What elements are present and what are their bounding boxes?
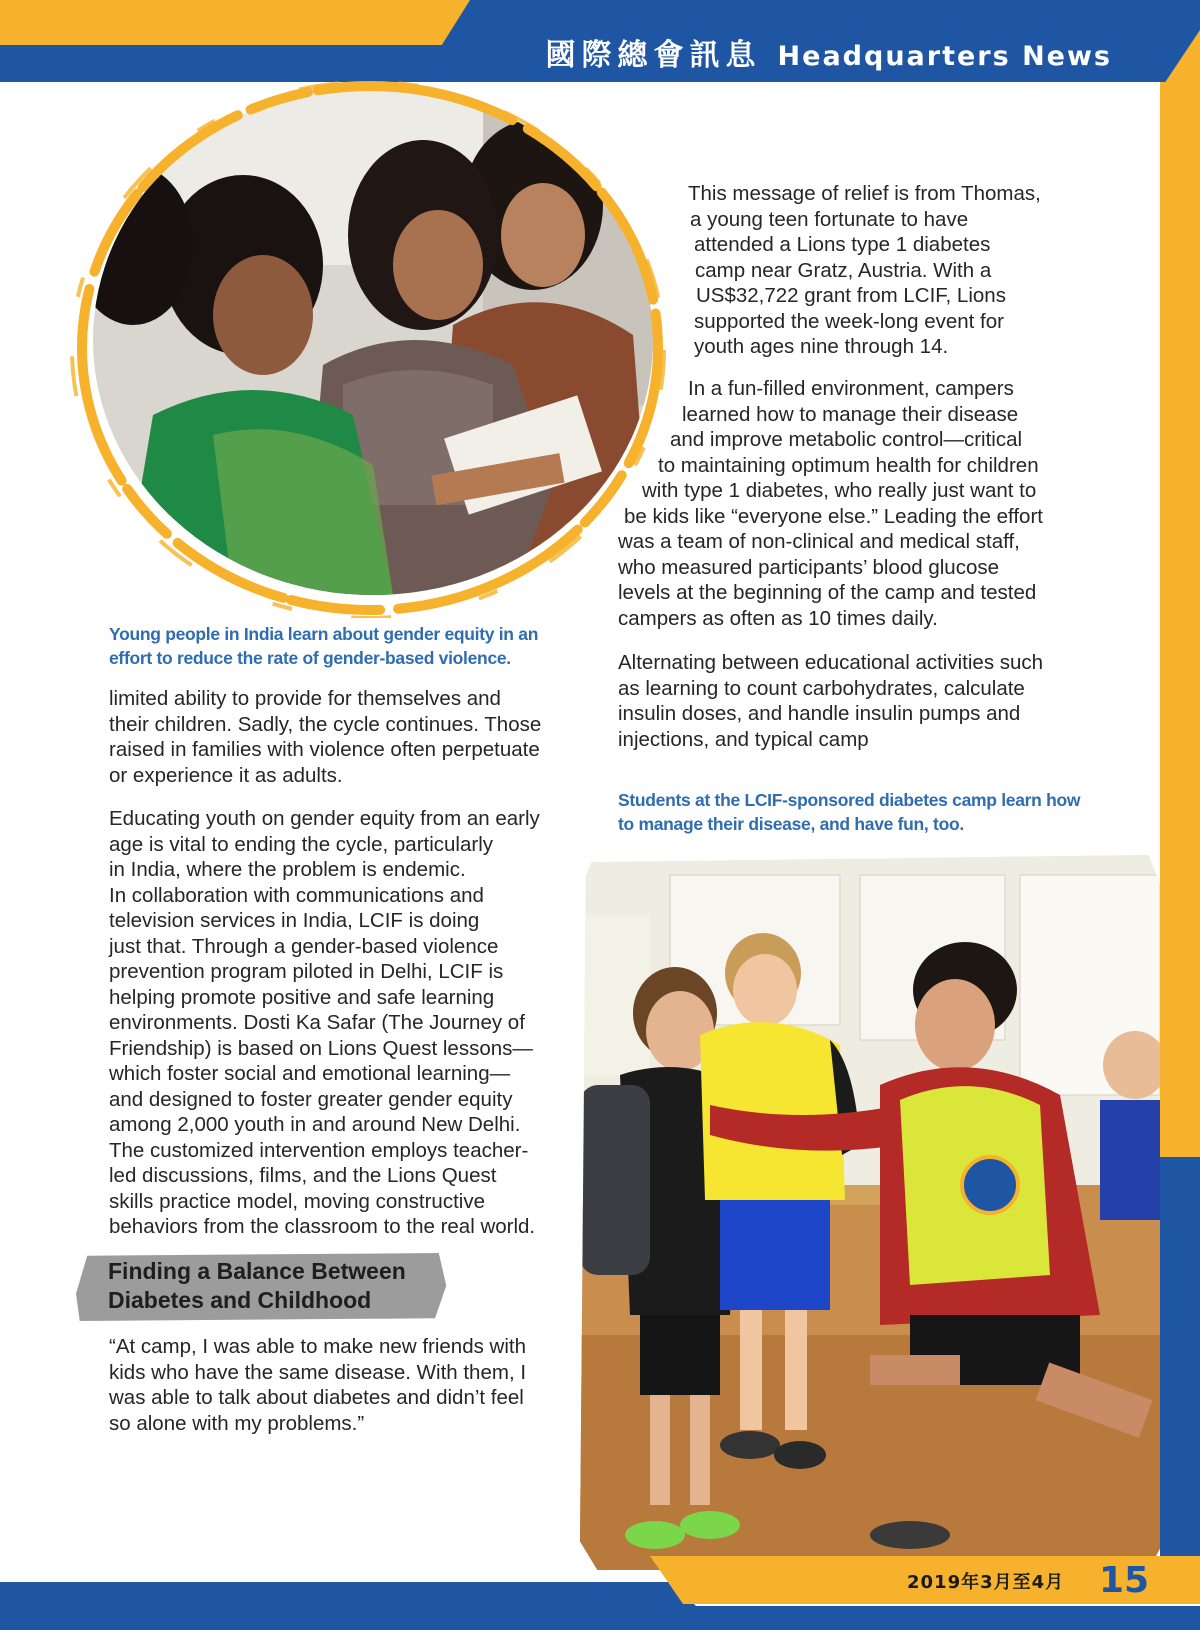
text-line: campers as often as 10 times daily. <box>618 606 938 630</box>
text-line: led discussions, films, and the Lions Quest <box>109 1164 497 1187</box>
side-accent-blue <box>1160 1157 1200 1557</box>
text-line: Alternating between educational activities such <box>618 651 1044 674</box>
text-line: a young teen fortunate to have <box>690 207 969 231</box>
caption-line: to manage their disease, and have fun, too. <box>618 814 964 834</box>
text-line: helping promote positive and safe learning <box>109 985 495 1009</box>
text-line: was a team of non-clinical and medical staff, <box>618 530 1020 553</box>
text-line: camp near Gratz, Austria. With a <box>695 258 992 282</box>
text-line: levels at the beginning of the camp and tested <box>618 581 1037 604</box>
right-paragraph-1 <box>688 181 1041 360</box>
left-paragraph-2 <box>109 806 540 1240</box>
text-line: who measured participants’ blood glucose <box>618 555 999 579</box>
text-line: The customized intervention employs teacher- <box>109 1138 529 1162</box>
text-line: youth ages nine through 14. <box>694 335 949 358</box>
text-line: just that. Through a gender-based violence <box>109 934 499 958</box>
text-line: insulin doses, and handle insulin pumps and <box>618 702 1021 725</box>
text-line: raised in families with violence often perpetuate <box>109 738 540 761</box>
text-line: age is vital to ending the cycle, particularly <box>109 832 494 856</box>
left-paragraph-1 <box>109 686 541 788</box>
page-number: 15 <box>1099 1560 1150 1601</box>
side-accent-yellow <box>1160 82 1200 1157</box>
quote-paragraph <box>109 1334 526 1436</box>
text-line: which foster social and emotional learning— <box>109 1062 511 1085</box>
text-line: to maintaining optimum health for children <box>658 453 1039 477</box>
text-line: environments. Dosti Ka Safar (The Journey of <box>109 1011 525 1034</box>
text-line: limited ability to provide for themselves and <box>109 687 501 710</box>
text-line: prevention program piloted in Delhi, LCIF is <box>109 960 504 983</box>
text-line: television services in India, LCIF is doing <box>109 909 480 932</box>
top-photo-caption <box>109 622 538 670</box>
bottom-photo-caption <box>618 788 1080 836</box>
text-line: US$32,722 grant from LCIF, Lions <box>696 284 1006 307</box>
text-line: supported the week-long event for <box>694 309 1004 333</box>
text-line: injections, and typical camp <box>618 727 869 751</box>
text-line: Educating youth on gender equity from an early <box>109 807 540 830</box>
heading-line: Diabetes and Childhood <box>108 1287 372 1313</box>
caption-line: Young people in India learn about gender equity in an <box>109 624 539 644</box>
text-line: skills practice model, moving constructive <box>109 1189 485 1213</box>
text-line: and improve metabolic control—critical <box>670 428 1023 451</box>
text-line: This message of relief is from Thomas, <box>688 182 1041 205</box>
heading-line: Finding a Balance Between <box>108 1258 406 1284</box>
text-line: their children. Sadly, the cycle continues. Those <box>109 712 542 736</box>
right-paragraph-2 <box>618 376 1043 631</box>
text-line: and designed to foster greater gender equity <box>109 1087 513 1111</box>
text-line: behaviors from the classroom to the real world. <box>109 1215 536 1238</box>
text-line: with type 1 diabetes, who really just want to <box>642 479 1037 502</box>
text-line: attended a Lions type 1 diabetes <box>694 233 991 256</box>
text-line: In a fun-filled environment, campers <box>688 377 1014 400</box>
section-title-zh: 國際總會訊息 <box>545 38 762 73</box>
section-heading <box>108 1257 406 1315</box>
text-line: as learning to count carbohydrates, calculate <box>618 676 1025 700</box>
diabetes-camp-photo <box>580 855 1160 1570</box>
text-line: was able to talk about diabetes and didn’t feel <box>109 1386 524 1409</box>
caption-line: Students at the LCIF-sponsored diabetes camp learn how <box>618 790 1081 810</box>
text-line: in India, where the problem is endemic. <box>109 858 466 881</box>
text-line: or experience it as adults. <box>109 763 343 787</box>
right-paragraph-3 <box>618 650 1043 752</box>
text-line: learned how to manage their disease <box>682 402 1019 426</box>
text-line: “At camp, I was able to make new friends with <box>109 1335 527 1358</box>
yellow-brush-ring <box>48 78 668 618</box>
text-line: among 2,000 youth in and around New Delhi. <box>109 1113 521 1136</box>
issue-date: 2019年3月至4月 <box>907 1572 1065 1593</box>
text-line: In collaboration with communications and <box>109 883 484 907</box>
section-title-en: Headquarters News <box>777 41 1112 72</box>
text-line: kids who have the same disease. With them, I <box>109 1360 527 1384</box>
text-line: Friendship) is based on Lions Quest lessons— <box>109 1036 533 1060</box>
section-title <box>546 30 1112 74</box>
text-line: be kids like “everyone else.” Leading the effort <box>624 504 1043 528</box>
caption-line: effort to reduce the rate of gender-based violence. <box>109 648 511 668</box>
text-line: so alone with my problems.” <box>109 1411 365 1435</box>
header-accent <box>0 0 470 45</box>
